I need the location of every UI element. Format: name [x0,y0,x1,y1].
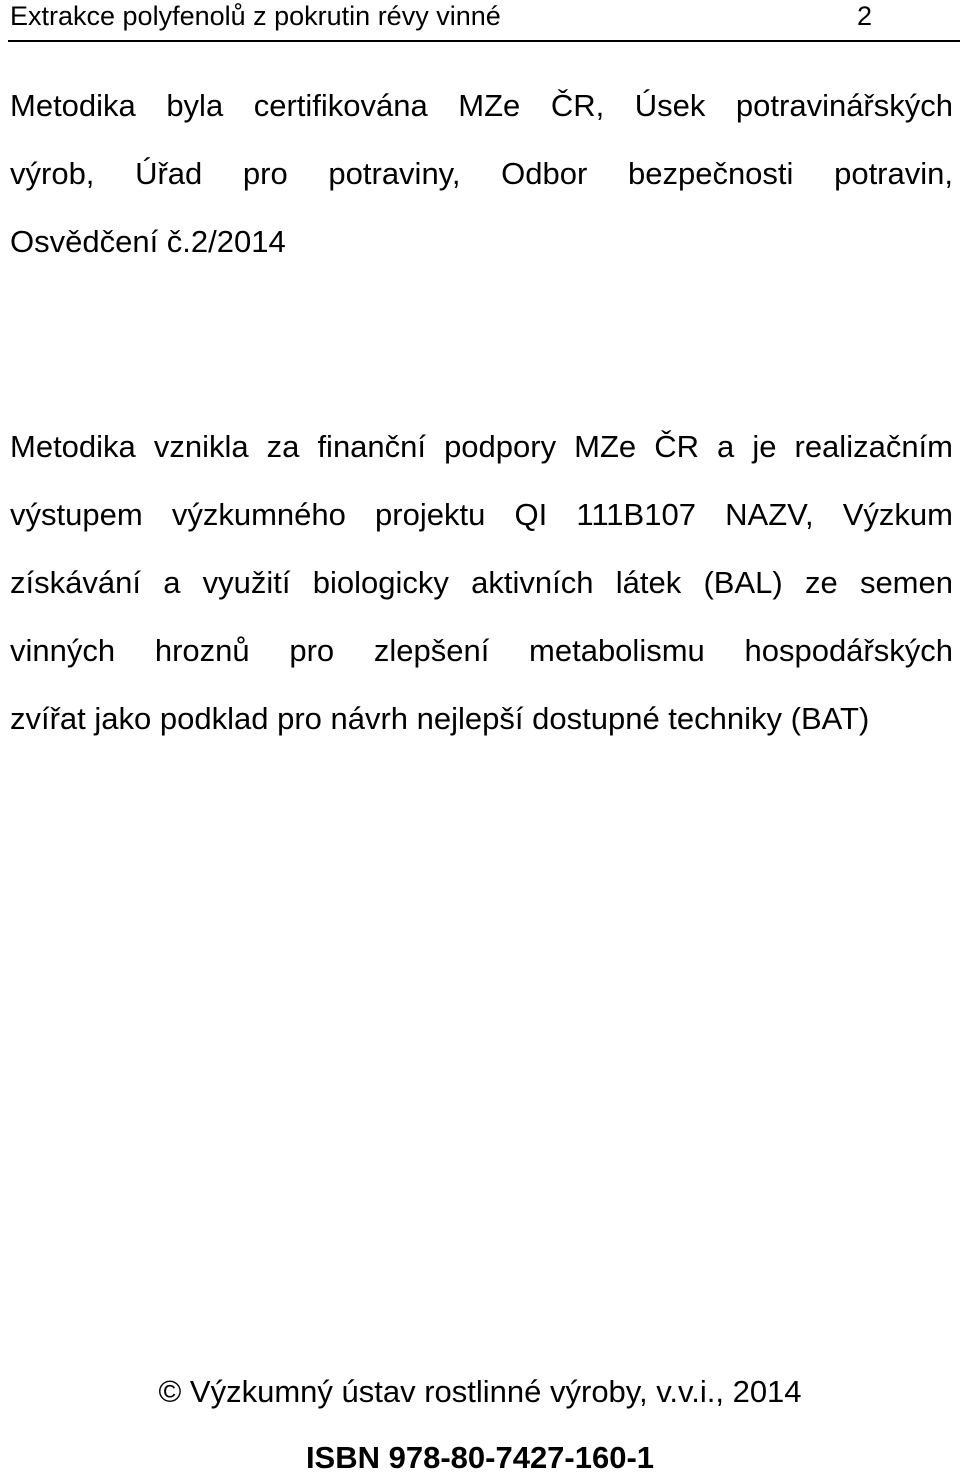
funding-line: zvířat jako podklad pro návrh nejlepší dostupné techniky (BAT) [10,701,870,736]
funding-line: výstupem výzkumného projektu QI 111B107 NAZV, Výzkum [10,497,953,532]
page-number: 2 [857,1,873,31]
funding-paragraph [10,413,953,753]
funding-line: Metodika vznikla za finanční podpory MZe ČR a je realizačním [10,429,953,464]
certification-line: Osvědčení č.2/2014 [10,224,286,259]
copyright-notice: © Výzkumný ústav rostlinné výroby, v.v.i., 2014 [158,1374,802,1409]
certification-paragraph [10,72,953,276]
header-title: Extrakce polyfenolů z pokrutin révy vinné [10,1,501,31]
running-header [8,0,960,42]
funding-line: vinných hroznů pro zlepšení metabolismu hospodářských [10,633,953,668]
certification-line: Metodika byla certifikována MZe ČR, Úsek potravinářských [10,88,953,123]
certification-line: výrob, Úřad pro potraviny, Odbor bezpečnosti potravin, [10,156,953,191]
isbn: ISBN 978-80-7427-160-1 [305,1440,655,1475]
funding-line: získávání a využití biologicky aktivních látek (BAL) ze semen [10,565,953,600]
